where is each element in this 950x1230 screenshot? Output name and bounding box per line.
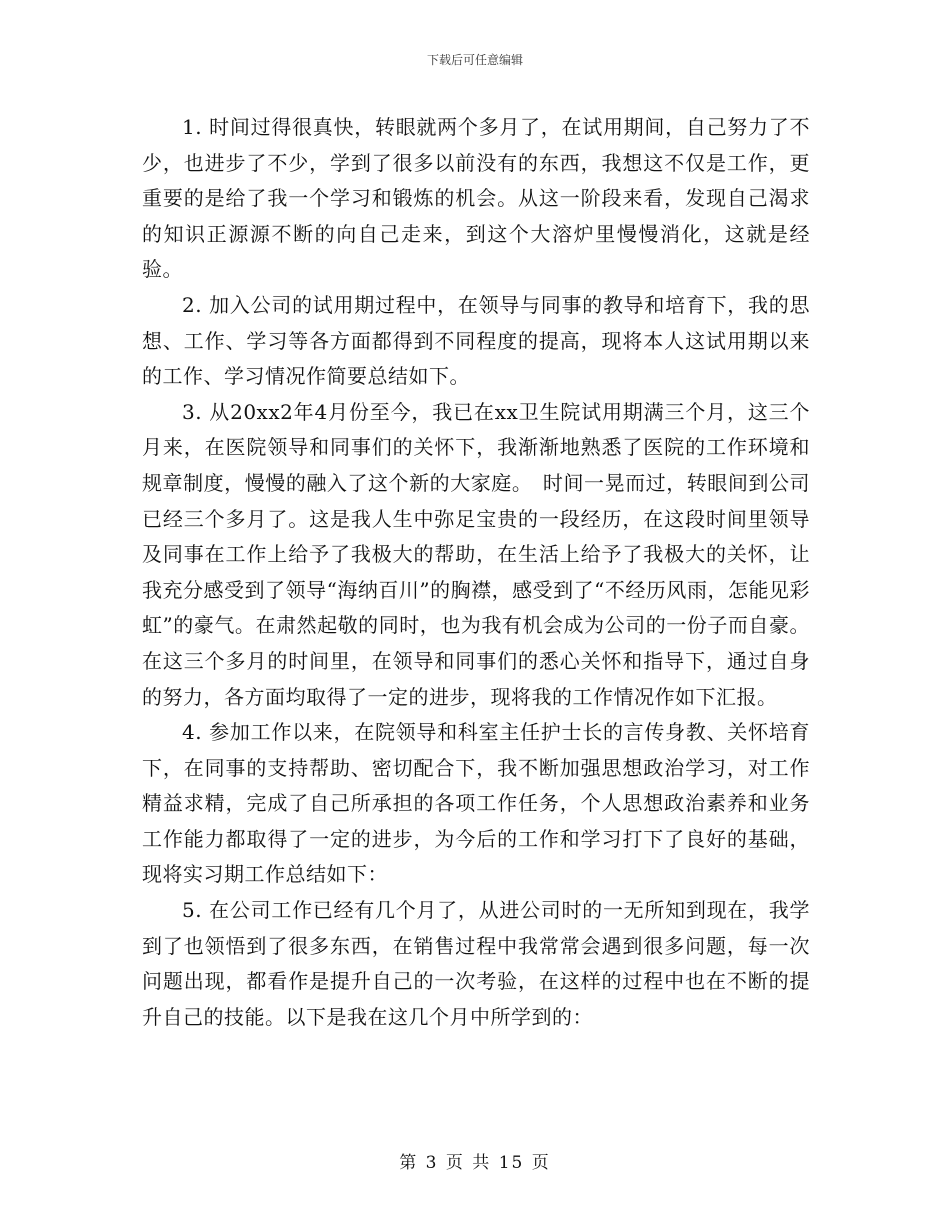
- paragraph-1: 1. 时间过得很真快，转眼就两个多月了，在试用期间，自己努力了不少，也进步了不少，学到了很多以前没有的东西，我想这不仅是工作，更重要的是给了我一个学习和锻炼的机会。从这一阶段来看，发现自己渴求的知识正源源不断的向自己走来，到这个大溶炉里慢慢消化，这就是经验。: [142, 115, 810, 282]
- paragraph-5: 5. 在公司工作已经有几个月了，从进公司时的一无所知到现在，我学到了也领悟到了很多东西，在销售过程中我常常会遇到很多问题，每一次问题出现，都看作是提升自己的一次考验，在这样的过程中也在不断的提升自己的技能。以下是我在这几个月中所学到的：: [142, 898, 810, 1029]
- document-body: [142, 110, 810, 1035]
- paragraph-2: 2. 加入公司的试用期过程中，在领导与同事的教导和培育下，我的思想、工作、学习等各方面都得到不同程度的提高，现将本人这试用期以来的工作、学习情况作简要总结如下。: [142, 292, 810, 389]
- page-header: 下载后可任意编辑: [426, 53, 523, 67]
- page-number-footer: 第 3 页 共 15 页: [399, 1153, 551, 1173]
- paragraph-4: 4. 参加工作以来，在院领导和科室主任护士长的言传身教、关怀培育下，在同事的支持帮助、密切配合下，我不断加强思想政治学习，对工作精益求精，完成了自己所承担的各项工作任务，个人思想政治素养和业务工作能力都取得了一定的进步，为今后的工作和学习打下了良好的基础，现将实习期工作总结如下：: [142, 720, 810, 887]
- paragraph-3: 3. 从20xx2年4月份至今，我已在xx卫生院试用期满三个月，这三个月来，在医院领导和同事们的关怀下，我渐渐地熟悉了医院的工作环境和规章制度，慢慢的融入了这个新的大家庭。 时间一晃而过，转眼间到公司已经三个多月了。这是我人生中弥足宝贵的一段经历，在这段时间里领导及同事在工作上给予了我极大的帮助，在生活上给予了我极大的关怀，让我充分感受到了领导“海纳百川”的胸襟，感受到了“不经历风雨，怎能见彩虹”的豪气。在肃然起敬的同时，也为我有机会成为公司的一份子而自豪。在这三个多月的时间里，在领导和同事们的悉心关怀和指导下，通过自身的努力，各方面均取得了一定的进步，现将我的工作情况作如下汇报。: [142, 399, 810, 709]
